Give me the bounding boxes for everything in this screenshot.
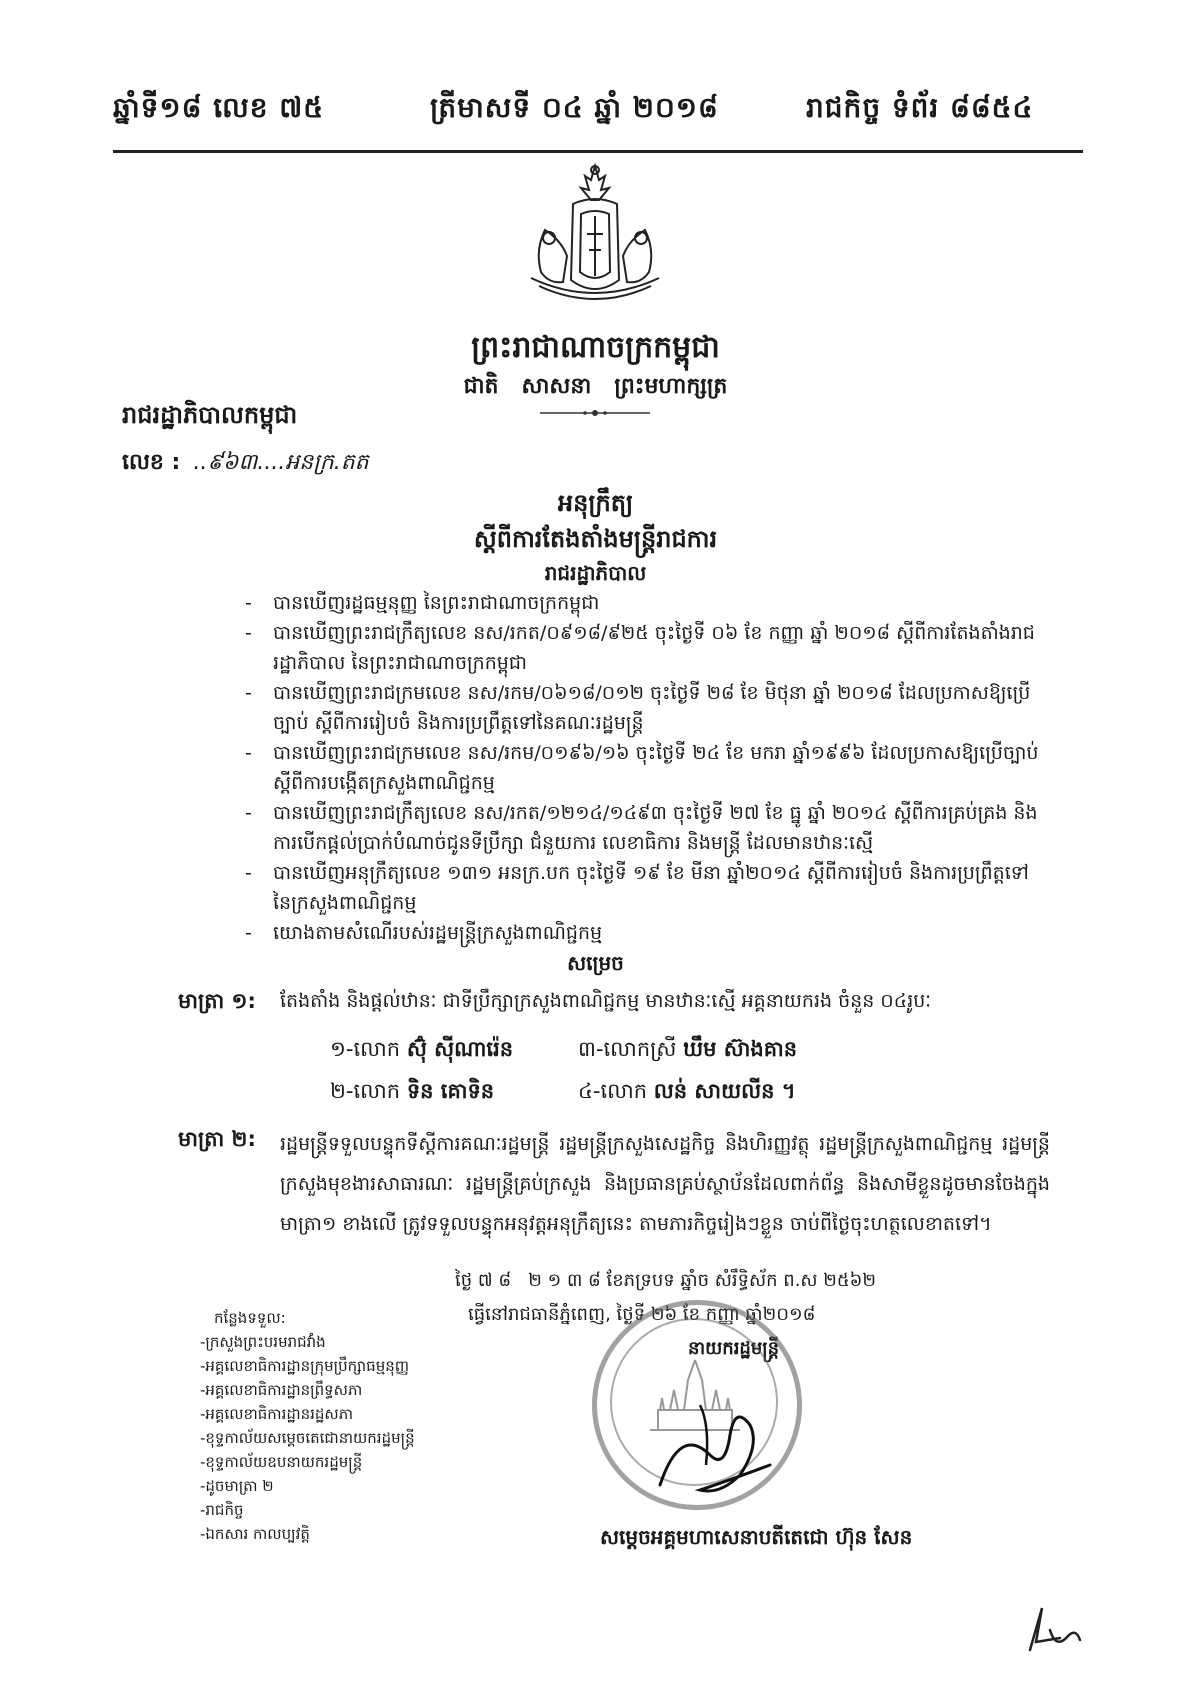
legal-basis-item: - បានឃើញព្រះរាជក្រមលេខ នស/រកម/០១៩៦/១៦ ចុះថ្ងៃទី ២៤ ខែ មករា ឆ្នាំ១៩៩៦ ដែលប្រកាសឱ្យប្រើច្បាប់ ស្តីពីការបង្កើតក្រសួងពាណិជ្ជកម្ម [245, 742, 1039, 794]
recipient-item: -អគ្គលេខាធិការដ្ឋានក្រុមប្រឹក្សាធម្មនុញ្ញ [200, 1357, 410, 1375]
decision-heading: សម្រេច [567, 951, 624, 975]
header-center: ត្រីមាសទី ០៤ ឆ្នាំ ២០១៨ [430, 91, 719, 124]
legal-basis-item: - បានឃើញព្រះរាជក្រមលេខ នស/រកម/០៦១៨/០១២ ចុះថ្ងៃទី ២៨ ខែ មិថុនា ឆ្នាំ ២០១៨ ដែលប្រកាសឱ្យប្រើច្បាប់ ស្តីពីការរៀបចំ និងការប្រព្រឹត្តទៅនៃគណៈរដ្ឋមន្ត្រី [245, 682, 1031, 734]
decree-authority: រាជរដ្ឋាភិបាល [544, 561, 647, 585]
recipient-item: -ឯកសារ កាលប្បវត្តិ [200, 1525, 310, 1543]
issuer-name: រាជរដ្ឋាភិបាលកម្ពុជា [122, 401, 298, 429]
ornament-divider-icon [540, 407, 650, 419]
article-2-text: រដ្ឋមន្ត្រីទទួលបន្ទុកទីស្តីការគណៈរដ្ឋមន្ត្រី រដ្ឋមន្ត្រីក្រសួងសេដ្ឋកិច្ច និងហិរញ្ញវត្ថុ រដ្ឋមន្ត្រីក្រសួងពាណិជ្ជកម្ម រដ្ឋមន្ត្រីក្រសួងមុខងារសាធារណៈ រដ្ឋមន្ត្រីគ្រប់ក្រសួង និងប្រធានគ្រប់ស្ថាប័នដែលពាក់ព័ន្ធ និងសាមីខ្លួនដូចមានចែងក្នុងមាត្រា១ ខាងលើ ត្រូវទទួលបន្ទុកអនុវត្តអនុក្រឹត្យនេះ តាមភារកិច្ចរៀងៗខ្លួន ចាប់ពីថ្ងៃចុះហត្ថលេខាតទៅ។ [280, 1133, 1050, 1235]
recipient-item: -រាជកិច្ច [200, 1501, 244, 1519]
decree-subject: ស្តីពីការតែងតាំងមន្ត្រីរាជការ [473, 525, 718, 553]
document-number-label: លេខ : [122, 450, 181, 475]
recipient-item: -អគ្គលេខាធិការដ្ឋានរដ្ឋសភា [200, 1405, 353, 1423]
legal-basis-list [245, 588, 1045, 948]
royal-emblem-icon [515, 160, 675, 320]
legal-basis-item: - បានឃើញព្រះរាជក្រឹត្យលេខ នស/រកត/១២១៤/១៤៩៣ ចុះថ្ងៃទី ២៧ ខែ ធ្នូ ឆ្នាំ ២០១៤ ស្តីពីការគ្រប់គ្រង និងការបើកផ្តល់ប្រាក់បំណាច់ជូនទីប្រឹក្សា ជំនួយការ លេខាធិការ និងមន្ត្រី ដែលមានឋានៈស្មើ [245, 802, 1038, 854]
recipient-item: -ដូចមាត្រា ២ [200, 1477, 274, 1495]
legal-basis-item: - បានឃើញរដ្ឋធម្មនុញ្ញ នៃព្រះរាជាណាចក្រកម្ពុជា [245, 592, 600, 614]
article-2-label: មាត្រា ២: [178, 1127, 256, 1151]
signatory-name: សម្តេចអគ្គមហាសេនាបតីតេជោ ហ៊ុន សែន [600, 1525, 913, 1549]
kingdom-motto: ជាតិ សាសនា ព្រះមហាក្សត្រ [463, 374, 728, 399]
header-left: ឆ្នាំទី១៨ លេខ ៧៥ [113, 91, 325, 124]
legal-basis-item: - បានឃើញអនុក្រឹត្យលេខ ១៣១ អនក្រ.បក ចុះថ្ងៃទី ១៩ ខែ មីនា ឆ្នាំ២០១៤ ស្តីពីការរៀបចំ និងការប្រព្រឹត្តទៅនៃក្រសួងពាណិជ្ជកម្ម [245, 862, 1029, 914]
document-number-value: ..៩៦៣....អនក្រ.តត [193, 450, 369, 475]
margin-initials-icon [1020, 1600, 1090, 1660]
article-1-text: តែងតាំង និងផ្តល់ឋានៈ ជាទីប្រឹក្សាក្រសួងពាណិជ្ជកម្ម មានឋានៈស្មើ អគ្គនាយករង ចំនួន ០៤រូបៈ [280, 990, 932, 1012]
decree-type: អនុក្រឹត្យ [557, 489, 634, 517]
appointee-3: ៣-លោកស្រី ឃឹម ស៊ាងគាន [578, 1037, 798, 1061]
recipient-item: -ខុទ្ទកាល័យសម្តេចតេជោនាយករដ្ឋមន្ត្រី [200, 1429, 415, 1447]
article-1-label: មាត្រា ១: [178, 989, 256, 1013]
legal-basis-item: - យោងតាមសំណើរបស់រដ្ឋមន្ត្រីក្រសួងពាណិជ្ជកម្ម [245, 922, 603, 944]
recipients-list [200, 1306, 500, 1546]
signer-title: នាយករដ្ឋមន្ត្រី [688, 1338, 780, 1359]
recipient-item: -ខុទ្ទកាល័យឧបនាយករដ្ឋមន្ត្រី [200, 1453, 363, 1471]
document-number [122, 448, 369, 480]
recipient-item: -អគ្គលេខាធិការដ្ឋានព្រឹទ្ធសភា [200, 1381, 363, 1399]
kingdom-name: ព្រះរាជាណាចក្រកម្ពុជា [471, 330, 720, 365]
recipient-item: -ក្រសួងព្រះបរមរាជវាំង [200, 1333, 326, 1351]
recipients-heading: កន្លែងទទួល: [214, 1309, 286, 1327]
header-rule [113, 150, 1083, 153]
header-right: រាជកិច្ច ទំព័រ ៨៨៥៤ [806, 91, 1034, 124]
solar-date: ធ្វើនៅរាជធានីភ្នំពេញ, ថ្ងៃទី ២៦ ខែ កញ្ញា ឆ្នាំ២០១៨ [468, 1304, 816, 1325]
signature-icon [640, 1365, 790, 1505]
lunar-date: ថ្ងៃ ៧ ៨ ២ ១ ៣ ៨ ខែភទ្របទ ឆ្នាំច សំរឹទ្ធិស័ក ព.ស ២៥៦២ [455, 1270, 877, 1291]
legal-basis-item: - បានឃើញព្រះរាជក្រឹត្យលេខ នស/រកត/០៩១៨/៩២៥ ចុះថ្ងៃទី ០៦ ខែ កញ្ញា ឆ្នាំ ២០១៨ ស្តីពីការតែងតាំងរាជរដ្ឋាភិបាល នៃព្រះរាជាណាចក្រកម្ពុជា [245, 622, 1035, 674]
appointee-1: ១-លោក ស៊ុំ ស៊ីណារ៉េន [330, 1037, 514, 1061]
appointee-2: ២-លោក ទិន គោទិន [330, 1079, 495, 1103]
appointee-4: ៤-លោក លន់ សាយលីន ។ [578, 1079, 796, 1103]
